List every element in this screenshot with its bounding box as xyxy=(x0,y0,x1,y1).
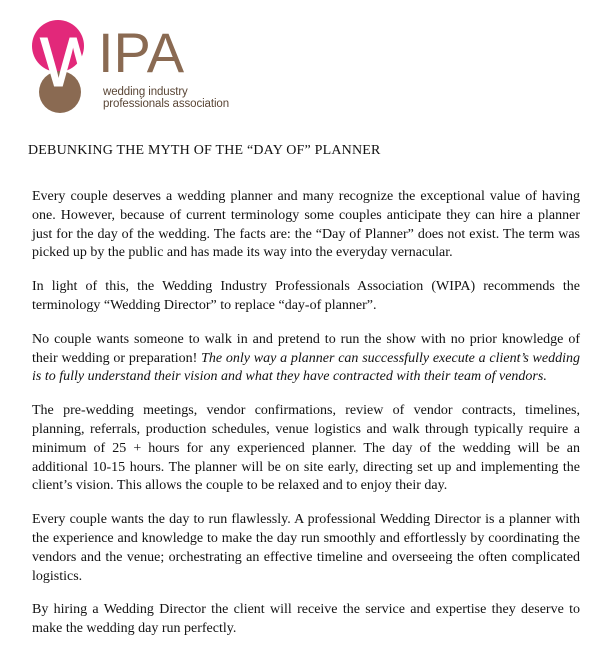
paragraph-3-italic: The only way a planner can successfully execute a client’s wedding is to fully understand their vision and what they have contracted with their team of vendors. xyxy=(32,350,580,385)
paragraph-3-plain: No couple wants someone to walk in and pretend to run the show with no prior knowledge of their wedding or preparation! xyxy=(32,331,580,366)
paragraph-1: Every couple deserves a wedding planner and many recognize the exceptional value of having one. However, because of current terminology some couples anticipate they can hire a planner just for the day of the wedding. The facts are: the “Day of Planner” does not exist. The term was picked up by the public and has made its way into the everyday vernacular. xyxy=(32,189,580,261)
document-body xyxy=(32,188,580,654)
paragraph-2: In light of this, the Wedding Industry Professionals Association (WIPA) recommends the terminology “Wedding Director” to replace “day-of planner”. xyxy=(32,279,580,313)
logo-tagline: wedding industry professionals association xyxy=(103,86,229,110)
document-title: DEBUNKING THE MYTH OF THE “DAY OF” PLANNER xyxy=(28,143,381,158)
logo-ipa-letters: IPA xyxy=(98,21,185,84)
paragraph-3 xyxy=(32,331,580,387)
paragraph-4: The pre-wedding meetings, vendor confirmations, review of vendor contracts, timelines, planning, referrals, production schedules, venue logistics and walk through typically require a minimum of 25 + hours for any experienced planner. The day of the wedding will be an additional 10-15 hours. The planner will be on site early, directing set up and implementing the client’s vision. This allows the couple to be relaxed and to enjoy their day. xyxy=(32,403,580,494)
paragraph-5: Every couple wants the day to run flawlessly. A professional Wedding Director is a planner with the experience and knowledge to make the day run smoothly and effortlessly by coordinating the vendors and the venue; orchestrating an effective timeline and overseeing the often complicated logistics. xyxy=(32,512,580,584)
logo-w-letter: W xyxy=(40,23,107,101)
wipa-logo xyxy=(30,14,230,114)
paragraph-6: By hiring a Wedding Director the client will receive the service and expertise they deserve to make the wedding day run perfectly. xyxy=(32,602,580,637)
